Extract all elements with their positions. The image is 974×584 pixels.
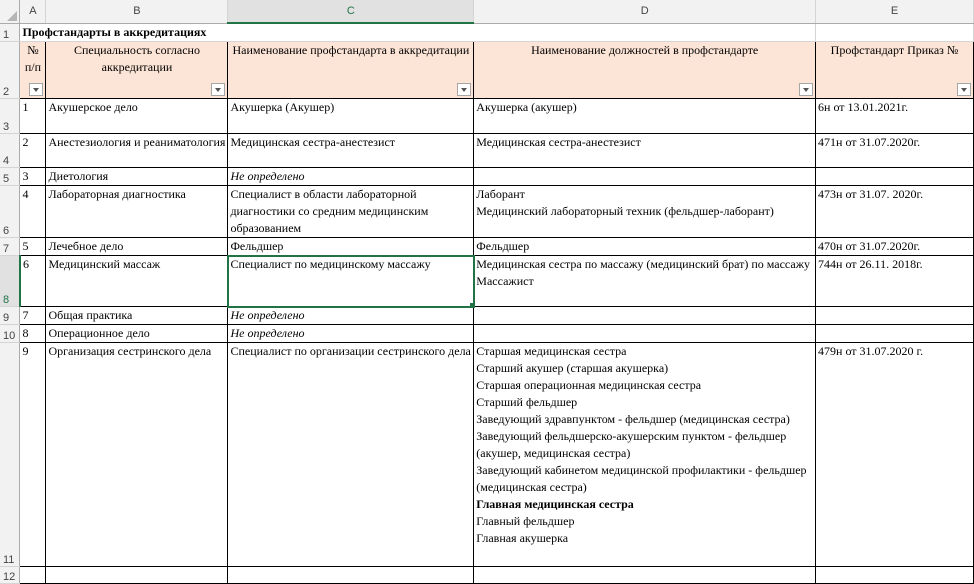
row-header[interactable]: 4: [0, 134, 20, 168]
cell-positions[interactable]: [474, 168, 816, 186]
cell-specialty[interactable]: Организация сестринского дела: [46, 343, 228, 567]
cell-specialty[interactable]: Общая практика: [46, 307, 228, 325]
cell-positions[interactable]: [474, 307, 816, 325]
column-header-c[interactable]: C: [228, 0, 474, 23]
position-line: Старший акушер (старшая акушерка): [476, 361, 669, 375]
cell-order[interactable]: [816, 168, 974, 186]
cell-number[interactable]: 6: [20, 256, 46, 307]
row-header[interactable]: 11: [0, 343, 20, 567]
cell-positions[interactable]: [474, 99, 816, 134]
cell-specialty[interactable]: Диетология: [46, 168, 228, 186]
cell-positions[interactable]: [474, 256, 816, 307]
cell[interactable]: [20, 567, 46, 584]
table-row: [0, 307, 974, 325]
position-line: Массажист: [476, 274, 534, 288]
header-number[interactable]: [20, 42, 46, 99]
column-header-e[interactable]: E: [816, 0, 974, 23]
cell-order[interactable]: 6н от 13.01.2021г.: [816, 99, 974, 134]
cell-number[interactable]: 3: [20, 168, 46, 186]
cell-standard-name[interactable]: Не определено: [228, 307, 474, 325]
table-row: [0, 325, 974, 343]
cell-number[interactable]: 7: [20, 307, 46, 325]
position-line: Медицинский лабораторный техник (фельдшер-лаборант): [476, 204, 774, 218]
header-standard-name[interactable]: [228, 42, 474, 99]
cell-number[interactable]: 9: [20, 343, 46, 567]
cell[interactable]: [228, 567, 474, 584]
row-header-1[interactable]: 1: [0, 23, 20, 42]
column-header-b[interactable]: B: [46, 0, 228, 23]
position-line: Главная медицинская сестра: [476, 497, 634, 511]
position-line: Медицинская сестра-анестезист: [476, 135, 641, 149]
cell-standard-name[interactable]: Специалист по организации сестринского дела: [228, 343, 474, 567]
filter-dropdown-icon[interactable]: [457, 83, 471, 96]
position-line: Старшая операционная медицинская сестра: [476, 378, 702, 392]
position-line: Заведующий кабинетом медицинской профилактики - фельдшер (медицинская сестра): [476, 463, 807, 494]
cell-specialty[interactable]: Лечебное дело: [46, 238, 228, 256]
position-line: Главная акушерка: [476, 531, 569, 545]
cell-specialty[interactable]: Лабораторная диагностика: [46, 186, 228, 238]
filter-dropdown-icon[interactable]: [799, 83, 813, 96]
header-positions-label: Наименование должностей в профстандарте: [531, 43, 759, 57]
cell-standard-name[interactable]: Фельдшер: [228, 238, 474, 256]
position-line: Медицинская сестра по массажу (медицинский брат) по массажу: [476, 257, 810, 271]
table-row: [0, 567, 974, 584]
cell-standard-name[interactable]: Специалист в области лабораторной диагностики со средним медицинским образованием: [228, 186, 474, 238]
row-header[interactable]: 5: [0, 168, 20, 186]
cell[interactable]: [816, 567, 974, 584]
table-row: [0, 99, 974, 134]
cell-specialty[interactable]: Акушерское дело: [46, 99, 228, 134]
cell-specialty[interactable]: Операционное дело: [46, 325, 228, 343]
cell-positions[interactable]: [474, 343, 816, 567]
filter-dropdown-icon[interactable]: [29, 83, 43, 96]
cell-specialty[interactable]: Анестезиология и реаниматология: [46, 134, 228, 168]
table-row: [0, 238, 974, 256]
table-row: [0, 186, 974, 238]
header-standard-name-label: Наименование профстандарта в аккредитации: [232, 43, 470, 57]
cell[interactable]: [474, 567, 816, 584]
cell[interactable]: [816, 23, 974, 42]
row-header[interactable]: 12: [0, 567, 20, 584]
filter-dropdown-icon[interactable]: [211, 83, 225, 96]
cell-number[interactable]: 1: [20, 99, 46, 134]
select-all-corner[interactable]: [0, 0, 20, 23]
row-header-2[interactable]: 2: [0, 42, 20, 99]
cell-number[interactable]: 8: [20, 325, 46, 343]
position-line: Заведующий фельдшерско-акушерским пунктом - фельдшер (акушер, медицинская сестра): [476, 429, 787, 460]
row-header[interactable]: 9: [0, 307, 20, 325]
position-line: Главный фельдшер: [476, 514, 575, 528]
cell-standard-name[interactable]: Медицинская сестра-анестезист: [228, 134, 474, 168]
cell-order[interactable]: [816, 307, 974, 325]
position-line: Фельдшер: [476, 239, 530, 253]
table-row: [0, 343, 974, 567]
cell[interactable]: [46, 567, 228, 584]
cell[interactable]: [474, 23, 816, 42]
row-header[interactable]: 3: [0, 99, 20, 134]
sheet-title[interactable]: Профстандарты в аккредитациях: [20, 23, 474, 42]
position-line: Старшая медицинская сестра: [476, 344, 627, 358]
column-header-d[interactable]: D: [474, 0, 816, 23]
table-row: [0, 168, 974, 186]
position-line: Старший фельдшер: [476, 395, 578, 409]
cell-order[interactable]: 473н от 31.07. 2020г.: [816, 186, 974, 238]
cell-positions[interactable]: [474, 325, 816, 343]
cell-positions[interactable]: [474, 134, 816, 168]
cell-standard-name[interactable]: Не определено: [228, 168, 474, 186]
table-row: [0, 134, 974, 168]
cell-number[interactable]: 5: [20, 238, 46, 256]
cell-order[interactable]: 471н от 31.07.2020г.: [816, 134, 974, 168]
cell-order[interactable]: [816, 325, 974, 343]
cell-specialty[interactable]: Медицинский массаж: [46, 256, 228, 307]
header-order-label: Профстандарт Приказ №: [830, 43, 959, 57]
table-row: [0, 256, 974, 307]
position-line: Акушерка (акушер): [476, 100, 577, 114]
cell-order[interactable]: 470н от 31.07.2020г.: [816, 238, 974, 256]
row-header[interactable]: 7: [0, 238, 20, 256]
row-header[interactable]: 8: [0, 256, 20, 307]
header-specialty-label: Специальность согласно аккредитации: [73, 43, 200, 74]
cell-positions[interactable]: [474, 186, 816, 238]
cell-number[interactable]: 2: [20, 134, 46, 168]
column-header-a[interactable]: A: [20, 0, 46, 23]
header-positions[interactable]: [474, 42, 816, 99]
cell-standard-name[interactable]: Акушерка (Акушер): [228, 99, 474, 134]
cell-order[interactable]: 744н от 26.11. 2018г.: [816, 256, 974, 307]
header-specialty[interactable]: [46, 42, 228, 99]
row-header[interactable]: 10: [0, 325, 20, 343]
header-number-label: № п/п: [24, 43, 42, 74]
filter-dropdown-icon[interactable]: [957, 83, 971, 96]
position-line: Заведующий здравпунктом - фельдшер (медицинская сестра): [476, 412, 790, 426]
cell-positions[interactable]: [474, 238, 816, 256]
position-line: Лаборант: [476, 187, 525, 201]
row-header[interactable]: 6: [0, 186, 20, 238]
header-order[interactable]: [816, 42, 974, 99]
cell-order[interactable]: 479н от 31.07.2020 г.: [816, 343, 974, 567]
cell-standard-name[interactable]: Не определено: [228, 325, 474, 343]
selected-cell-standard-name[interactable]: Специалист по медицинскому массажу: [228, 256, 474, 307]
cell-number[interactable]: 4: [20, 186, 46, 238]
